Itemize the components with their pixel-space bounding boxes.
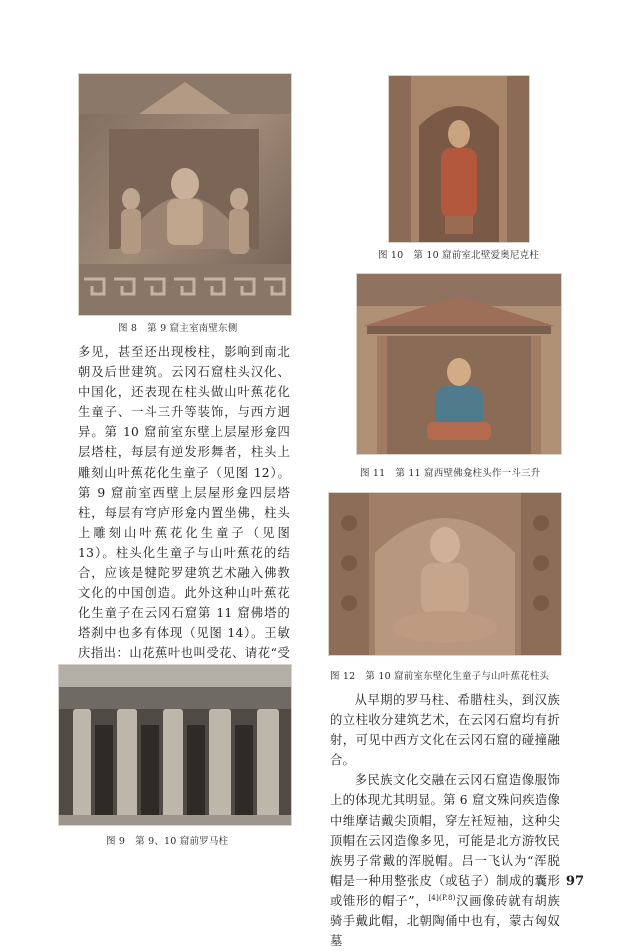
figure-title: 第 10 窟前室东壁化生童子与山叶蕉花柱头 — [365, 671, 550, 682]
buddha-niche-image — [357, 274, 561, 454]
figure-number: 图 8 — [118, 323, 138, 334]
figure-9-caption — [106, 836, 228, 848]
quotation: “受 — [270, 646, 290, 661]
relief-carving-image — [79, 74, 291, 315]
right-column-text — [330, 690, 560, 951]
figure-9-photo — [58, 664, 292, 826]
figure-number: 图 11 — [360, 468, 386, 479]
figure-number: 图 12 — [330, 671, 356, 682]
figure-10-caption — [378, 250, 539, 262]
body-paragraph: 多见，甚至还出现梭柱，影响到南北朝及后世建筑。云冈石窟柱头汉化、中国化，还表现在柱头做山叶蕉花化生童子、一斗三升等装饰，与西方迥异。第 10 窟前室东壁上层屋形龛四层塔柱，每层有逆发形舞者，柱头上雕刻山叶蕉花化生童子（见图 12）。第 9 窟前室西壁上层屋形龛四层塔柱，每层有穹庐形龛内置坐佛，柱头上雕刻山叶蕉花化生童子（见图 13）。柱头化生童子与山叶蕉花的结合，应该是犍陀罗建筑艺术融入佛教文化的中国创造。此外这种山叶蕉花化生童子在云冈石窟第 11 窟佛塔的塔刹中也多有体现（见图 14）。王敏庆指出：山花蕉叶也叫受花、请花 — [78, 345, 290, 661]
figure-12-photo — [328, 492, 562, 656]
figure-title: 第 9、10 窟前罗马柱 — [135, 836, 229, 847]
buddha-relief-image — [329, 493, 561, 655]
citation: [4](P.8) — [428, 893, 456, 902]
figure-title: 第 11 窟西壁佛龛柱头作一斗三升 — [395, 468, 541, 479]
figure-number: 图 10 — [378, 250, 404, 261]
body-paragraph: 多民族文化交融在云冈石窟造像服饰上的体现尤其明显。第 6 窟文殊问疾造像中维摩诘戴尖顶帽，穿左衽短袖，这种尖顶帽在云冈造像多见，可能是北方游牧民族男子常戴的浑脱帽。吕一飞认为“浑脱帽是一种用整张皮（或毡子）制成的囊形或锥形的帽子”， — [330, 773, 560, 908]
figure-11-photo — [356, 273, 562, 455]
figure-10-photo — [388, 75, 530, 243]
figure-8-caption — [118, 323, 237, 335]
body-paragraph-tail: 汉画像砖就有胡族骑手戴此帽，北朝陶俑中也有，蒙古匈奴墓 — [330, 893, 560, 949]
roman-columns-image — [59, 665, 291, 825]
figure-title: 第 10 窟前室北壁爱奥尼克柱 — [413, 250, 540, 261]
body-paragraph: 从早期的罗马柱、希腊柱头，到汉族的立柱收分建筑艺术，在云冈石窟均有折射，可见中西方文化在云冈石窟的碰撞融合。 — [330, 693, 560, 768]
figure-12-caption — [330, 671, 549, 683]
page-number: 97 — [565, 874, 584, 889]
figure-11-caption — [360, 468, 540, 480]
figure-title: 第 9 窟主室南壁东侧 — [147, 323, 238, 334]
figure-8-photo — [78, 73, 292, 316]
ionic-column-image — [389, 76, 529, 242]
figure-number: 图 9 — [106, 836, 126, 847]
